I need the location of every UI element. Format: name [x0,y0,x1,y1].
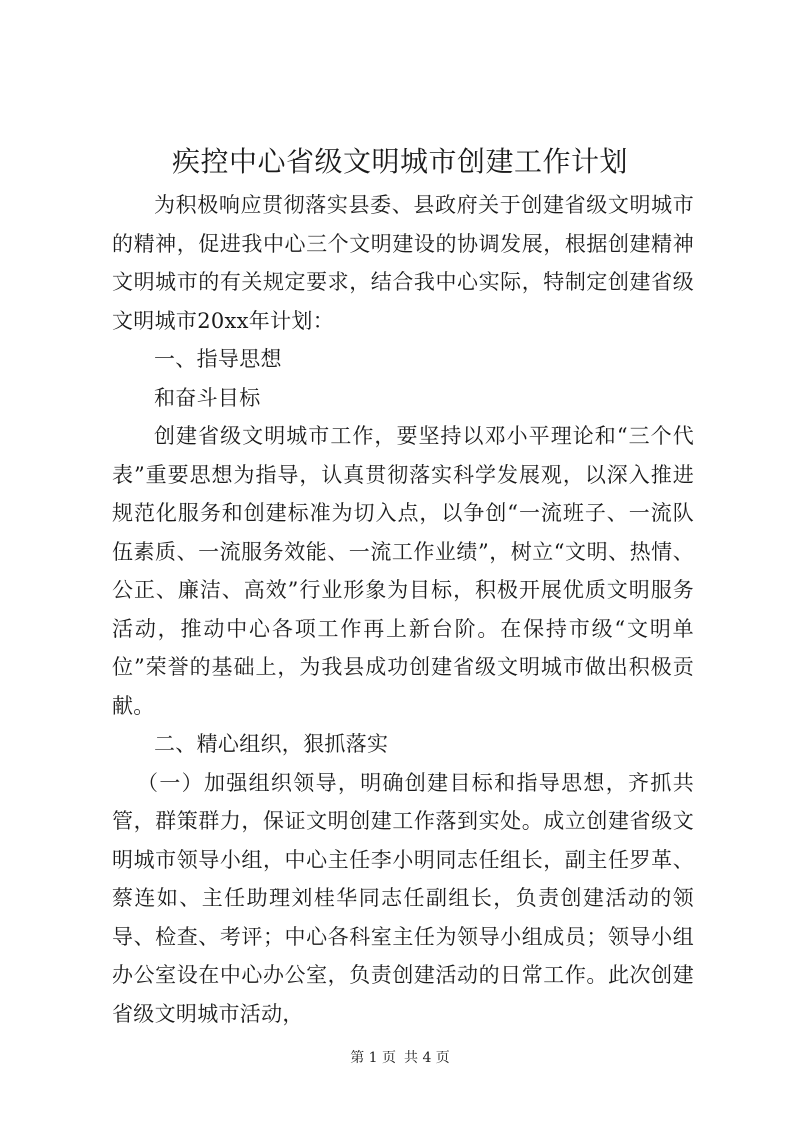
total-pages: 共 4 页 [404,1050,450,1066]
heading-guiding-ideology: 一、指导思想 [154,347,282,371]
document-title: 疾控中心省级文明城市创建工作计划 [171,145,628,178]
paragraph-leadership: （一）加强组织领导，明确创建目标和指导思想，齐抓共管，群策群力，保证文明创建工作落到实处。成立创建省级文明城市领导小组，中心主任李小明同志任组长，副主任罗革、蔡连如、主任助理刘桂华同志任副组长，负责创建活动的领导、检查、考评；中心各科室主任为领导小组成员；领导小组办公室设在中心办公室，负责创建活动的日常工作。此次创建省级文明城市活动， [112,770,694,1026]
paragraph-guiding-content: 创建省级文明城市工作，要坚持以邓小平理论和“三个代表”重要思想为指导，认真贯彻落实科学发展观，以深入推进规范化服务和创建标准为切入点，以争创“一流班子、一流队伍素质、一流服务效能、一流工作业绩”，树立“文明、热情、公正、廉洁、高效”行业形象为目标，积极开展优质文明服务活动，推动中心各项工作再上新台阶。在保持市级“文明单位”荣誉的基础上，为我县成功创建省级文明城市做出积极贡献。 [112,424,694,718]
paragraph-intro: 为积极响应贯彻落实县委、县政府关于创建省级文明城市的精神，促进我中心三个文明建设的协调发展，根据创建精神文明城市的有关规定要求，结合我中心实际，特制定创建省级文明城市20xx年计划： [112,193,694,333]
document-body [112,186,694,1033]
page-footer [0,1048,800,1068]
page-number: 第 1 页 [350,1050,396,1066]
heading-goals-continuation: 和奋斗目标 [154,385,261,410]
heading-organization: 二、精心组织，狠抓落实 [154,732,389,756]
